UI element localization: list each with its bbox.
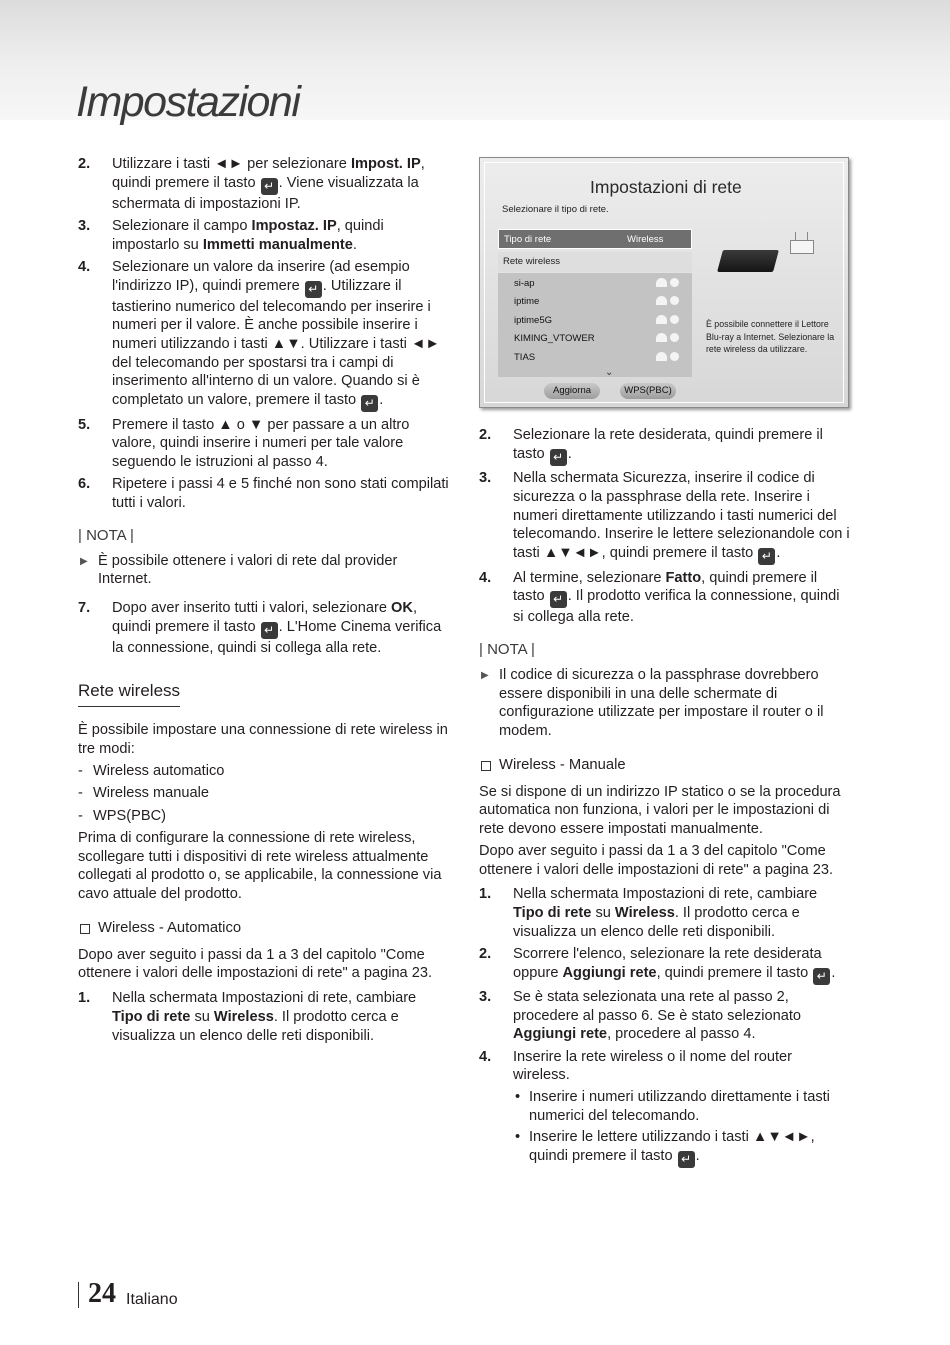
list-item [479,1048,851,1169]
step-bold: Fatto [665,569,702,586]
steps-list-manual [479,885,851,1168]
step-text: Ripetere i passi 4 e 5 finché non sono stati compilati tutti i valori. [112,476,449,511]
enter-key-icon: ↵ [361,395,378,412]
step-number: 7. [78,599,91,616]
bullet-item [513,1128,851,1168]
paragraph: Dopo aver seguito i passi da 1 a 3 del capitolo "Come ottenere i valori delle impostazioni di rete" a pagina 23. [479,842,834,878]
list-item [78,258,450,412]
list-item [479,945,851,985]
network-item: TIAS [514,352,536,363]
mode-text: Wireless manuale [93,785,209,802]
network-type-value: Wireless [627,234,664,245]
step-text: Nella schermata Sicurezza, inserire il codice di sicurezza o la passphrase della rete. Inserire i numeri direttamente utilizzando i tasti numerici del telecomando. Inserire le lettere selezionandole con i tasti ▲▼◄►, quindi premere il tasto [513,470,850,562]
network-type-row [498,229,692,249]
chevron-down-icon: ⌄ [605,367,614,378]
enter-key-icon: ↵ [305,281,322,298]
list-item [479,426,851,466]
step-text: Premere il tasto ▲ o ▼ per passare a un altro valore, quindi inserire i numeri per tale valore seguendo le istruzioni al passo 4. [112,416,410,470]
step-number: 1. [78,990,91,1007]
note-text: Il codice di sicurezza o la passphrase dovrebbero essere disponibili in una delle schermate di configurazione utilizzate per impostare il router o il modem. [499,666,824,740]
language-label: Italiano [126,1291,178,1308]
checkbox-icon [481,761,491,771]
list-item [479,988,851,1044]
paragraph: Dopo aver seguito i passi da 1 a 3 del capitolo "Come ottenere i valori delle impostazioni di rete" a pagina 23. [78,946,433,982]
list-item [78,599,450,657]
enter-key-icon: ↵ [261,622,278,639]
note-item [78,552,450,589]
list-item [78,416,450,472]
step-text: Se è stata selezionata una rete al passo 2, procedere al passo 6. Se è stato selezionato [513,989,802,1024]
step-number: 4. [479,1048,492,1065]
network-item: iptime [514,296,540,307]
step-text: su [591,904,615,921]
router-icon [790,240,814,254]
step-text: Nella schermata Impostazioni di rete, cambiare [513,886,818,903]
enter-key-icon: ↵ [261,178,278,195]
step-bold: Aggiungi rete [562,964,657,981]
step-text: Selezionare il campo [112,217,252,234]
note-text: È possibile ottenere i valori di rete dal provider Internet. [98,552,398,588]
network-settings-screenshot [479,157,849,408]
step-bold: Impostaz. IP [251,217,337,234]
bullet-text: Inserire i numeri utilizzando direttamente i tasti numerici del telecomando. [529,1089,830,1124]
note-triangle-icon: ▶ [481,669,489,681]
list-item [479,885,851,941]
step-bold: OK [391,599,413,616]
steps-list-select [479,426,851,627]
mode-text: WPS(PBC) [93,807,166,824]
screen-subtitle: Selezionare il tipo di rete. [502,204,609,215]
step-text: . [567,445,572,462]
network-type-label: Tipo di rete [504,234,552,245]
note-item [479,666,851,741]
step-bold: Immetti manualmente [202,236,353,253]
step-number: 2. [78,156,91,172]
page-header [0,0,950,126]
step-text: . Il prodotto cerca e visualizza un elenco delle reti disponibili. [513,904,800,940]
step-number: 6. [78,476,91,493]
step-text: . [379,392,384,409]
wps-button: WPS(PBC) [620,383,676,399]
enter-key-icon: ↵ [813,968,830,985]
list-item [78,155,450,213]
wifi-signal-icon [656,315,679,324]
step-text: . [831,964,836,981]
step-number: 4. [78,258,91,275]
footer-divider [78,1282,79,1308]
refresh-button: Aggiorna [544,383,600,399]
list-item [479,569,851,627]
step-text: . [776,545,781,562]
step-text: Scorrere l'elenco, selezionare la rete desiderata oppure [513,945,822,981]
paragraph: È possibile impostare una connessione di rete wireless in tre modi: [78,721,448,757]
network-item: iptime5G [514,315,553,326]
network-item: KIMING_VTOWER [514,333,595,344]
step-text: . Utilizzare il tastierino numerico del telecomando per inserire i numeri per il valore. È anche possibile inserire i numeri utilizzando i tasti ▲▼. Utilizzare i tasti ◄► del telecomando per spostarsi tra i campi di inserimento all'interno di un valore. Quando si è completato un valore, premere il tasto [112,277,440,409]
bullet-icon: • [515,1089,521,1106]
mode-text: Wireless automatico [93,763,225,780]
wifi-signal-icon [656,352,679,361]
step-number: 2. [479,945,492,962]
list-item [78,989,450,1045]
modes-list [78,762,450,825]
wifi-signal-icon [656,278,679,287]
paragraph: Se si dispone di un indirizzo IP statico o se la procedura automatica non funziona, i valori per le impostazioni di rete devono essere impostati manualmente. [479,783,841,838]
list-item [78,784,450,803]
step-bold: Tipo di rete [513,904,592,921]
screen-description: È possibile connettere il Lettore Blu-ray a Internet. Selezionare la rete wireless da utilizzare. [706,319,835,354]
list-item [78,217,450,254]
step-text: , quindi premere il tasto [513,569,818,605]
steps-list-auto [78,989,450,1045]
step-text: Selezionare un valore da inserire (ad esempio l'indirizzo IP), quindi premere [112,258,410,294]
step-text: . L'Home Cinema verifica la connessione, quindi si collega alla rete. [112,618,442,656]
wireless-network-row [498,252,692,272]
step-number: 3. [78,217,91,234]
paragraph: Prima di configurare la connessione di rete wireless, scollegare tutti i dispositivi di rete wireless attualmente collegati al prodotto o, se applicabile, la connessione via cavo attuale del prodotto. [78,829,442,902]
wifi-signal-icon [656,296,679,305]
step-number: 3. [479,989,492,1006]
subsection-heading [479,757,851,773]
page-title: Impostazioni [76,78,300,126]
step-number: 4. [479,569,492,586]
wifi-signal-icon [656,333,679,342]
bullet-text: . [695,1148,700,1165]
dash: - [78,763,83,780]
enter-key-icon: ↵ [550,591,567,608]
bullet-item [513,1088,851,1125]
checkbox-icon [80,924,90,934]
subsection-heading [78,920,450,936]
wireless-network-label: Rete wireless [503,256,561,267]
bullet-text: Inserire le lettere utilizzando i tasti ▲▼◄►, quindi premere il tasto [529,1129,815,1165]
subsection-title: Wireless - Manuale [499,756,626,773]
screen-title: Impostazioni di rete [590,177,742,197]
step-bold: Aggiungi rete [513,1026,608,1043]
right-column [479,426,851,1172]
left-column [78,155,450,1049]
note-triangle-icon: ▶ [80,555,88,567]
note-label: | NOTA | [479,640,535,658]
step-text: , quindi premere il tasto [112,156,425,191]
step-bold: Tipo di rete [112,1008,191,1025]
enter-key-icon: ↵ [550,449,567,466]
step-number: 2. [479,427,492,443]
step-text: , quindi premere il tasto [656,964,813,981]
network-item: si-ap [514,278,535,289]
step-text: . Viene visualizzata la schermata di impostazioni IP. [112,174,419,212]
step-bold: Impost. IP [350,156,421,172]
step-bold: Wireless [213,1008,274,1025]
bullet-icon: • [515,1129,521,1146]
section-heading: Rete wireless [78,681,180,707]
step-text: . Il prodotto cerca e visualizza un elenco delle reti disponibili. [112,1008,399,1044]
dash: - [78,785,83,802]
step-text: Selezionare la rete desiderata, quindi premere il tasto [513,427,823,462]
step-text: Inserire la rete wireless o il nome del router wireless. [513,1048,793,1084]
step-bold: Wireless [614,904,675,921]
steps-list-ok [78,599,450,657]
page-number: 24 [88,1278,116,1309]
list-item [78,762,450,781]
list-item [78,807,450,826]
step-text: Dopo aver inserito tutti i valori, selezionare [112,599,392,616]
step-text: , procedere al passo 4. [607,1026,756,1043]
step-text: Nella schermata Impostazioni di rete, cambiare [112,990,417,1007]
steps-list-ip [78,155,450,513]
step-number: 1. [479,886,492,903]
network-list [498,273,692,377]
note-label: | NOTA | [78,526,134,544]
step-number: 3. [479,470,492,487]
step-number: 5. [78,416,91,433]
step-text: Utilizzare i tasti ◄► per selezionare [112,156,351,172]
subsection-title: Wireless - Automatico [98,919,242,936]
list-item [479,469,851,565]
list-item [78,475,450,512]
step-text: , quindi premere il tasto [112,599,417,635]
step-text: Al termine, selezionare [513,569,666,586]
bluray-player-icon [717,250,779,272]
step-text: . Il prodotto verifica la connessione, quindi si collega alla rete. [513,588,840,626]
step-text: . [352,236,357,253]
step-text: , quindi impostarlo su [112,217,384,253]
enter-key-icon: ↵ [758,548,775,565]
enter-key-icon: ↵ [678,1151,695,1168]
step-text: su [190,1008,214,1025]
dash: - [78,807,83,824]
